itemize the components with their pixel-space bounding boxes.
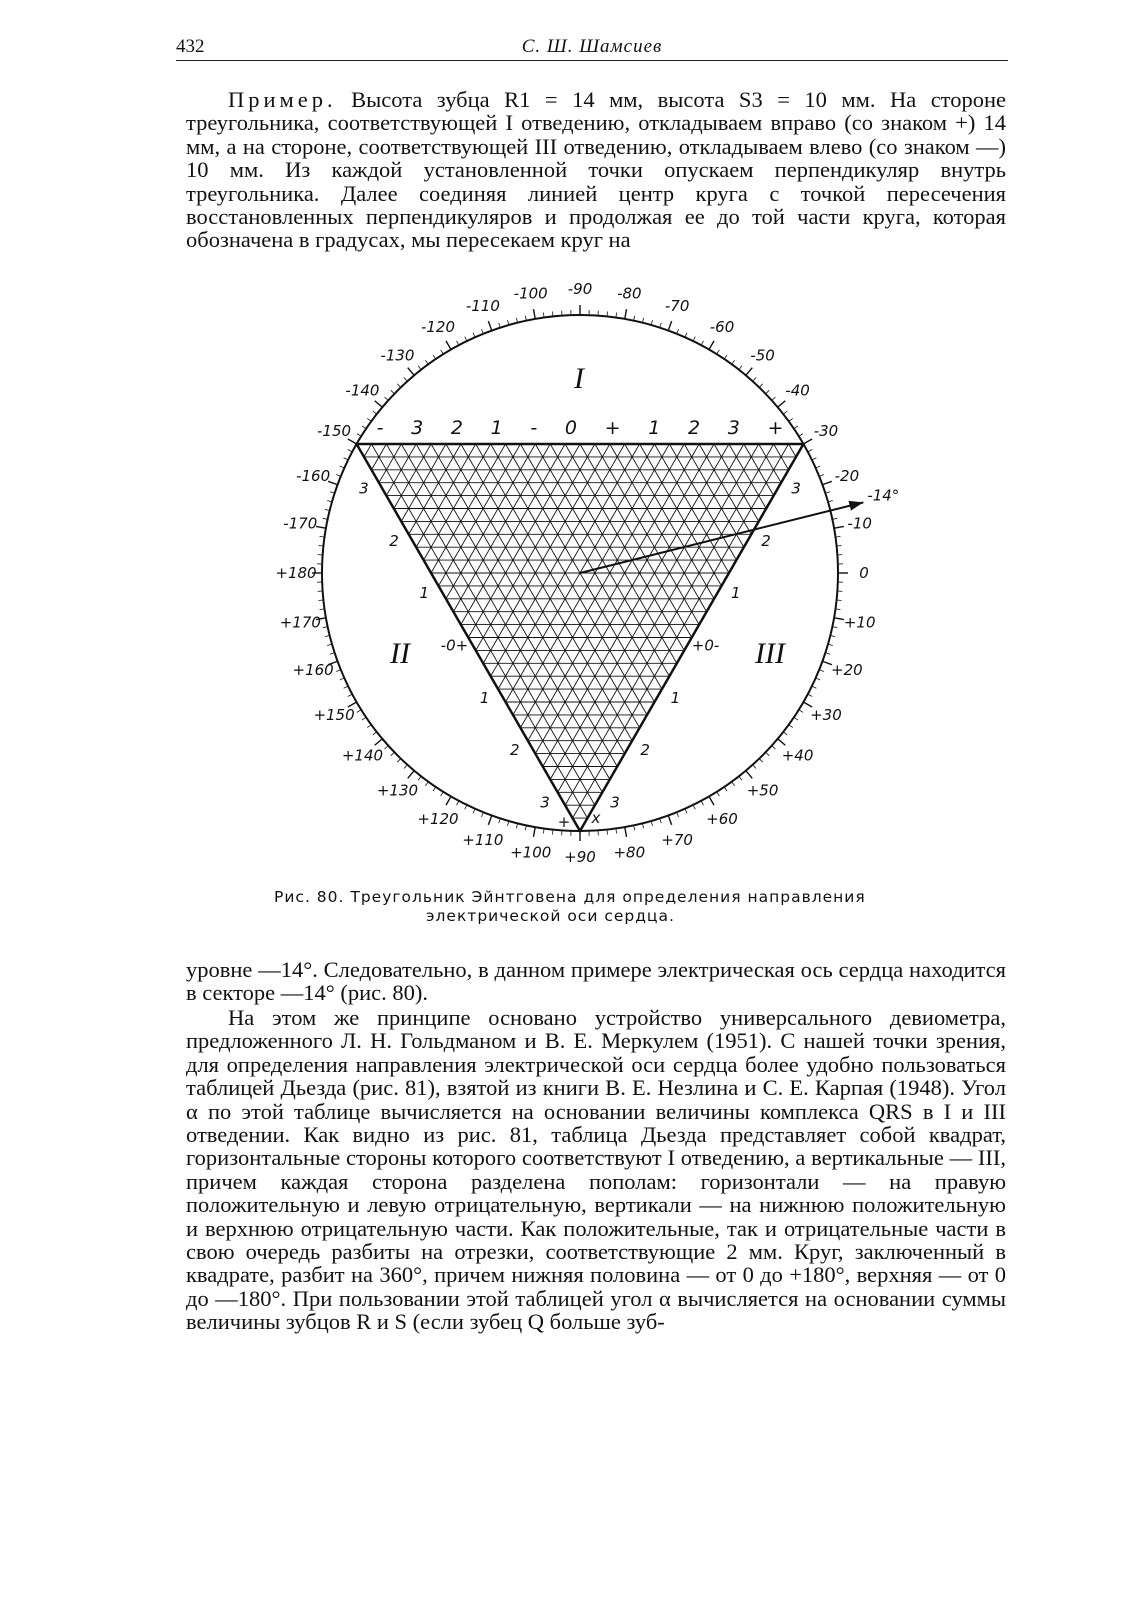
einthoven-diagram <box>270 278 900 878</box>
degree-label: +180 <box>275 564 317 582</box>
lead-III-scale-label: 3 <box>791 479 801 498</box>
lead-III-scale-label: 1 <box>670 688 681 707</box>
degree-tick <box>625 309 627 319</box>
degree-label: +120 <box>417 809 459 828</box>
degree-tick <box>822 481 831 484</box>
arrow-label: -14° <box>867 486 900 505</box>
degree-tick <box>625 827 627 837</box>
page-number: 432 <box>176 36 205 57</box>
paragraph-deviometer: На этом же принципе основано устройство универсального девиометра, предложенного Л. Н. Гольдманом и В. Е. Меркулем (1951). С нашей точки зрения, для определения направления электрической оси сердца более удобно пользоваться таблицей Дьезда (рис. 81), взятой из книги В. Е. Незлина и С. Е. Карпая (1948). Угол α по этой таблице вычисляется на основании величины комплекса QRS в I и III отведении. Как видно из рис. 81, таблица Дьезда представляет собой квадрат, горизонтальные стороны которого соответствуют I отведению, а вертикальные — III, причем каждая сторона разделена пополам: горизонтали — на правую положительную и левую отрицательную, вертикали — на нижнюю положительную и верхнюю отрицательную части. Как положительные, так и отрицательные части в свою очередь разбиты на отрезки, соответствующие 2 мм. Круг, заключенный в квадрате, разбит на 360°, причем нижняя половина — от 0 до +180°, верхняя — от 0 до —180°. При пользовании этой таблицей угол α вычисляется на основании суммы величины зубцов R и S (если зубец Q больше зуб- <box>186 1005 1006 1335</box>
degree-tick <box>408 368 414 376</box>
degree-label: -10 <box>847 514 872 533</box>
lead-II-scale-label: 3 <box>540 793 550 812</box>
lead-II-scale-label: 3 <box>359 479 369 498</box>
apex-mark-x: x <box>591 809 601 827</box>
degree-label: -20 <box>834 466 860 485</box>
lead-II-scale-label: 1 <box>479 688 490 707</box>
lead-III-scale-label: 3 <box>610 793 620 812</box>
degree-tick <box>488 815 491 824</box>
degree-label: -50 <box>750 346 775 365</box>
degree-label: +60 <box>706 809 738 828</box>
running-head-author: С. Ш. Шамсиев <box>521 36 663 57</box>
lead-I-scale: - 3 2 1 - 0 + 1 2 3 + <box>376 417 784 439</box>
degree-label: +70 <box>661 830 693 849</box>
paragraph-conclusion: уровне —14°. Следовательно, в данном примере электрическая ось сердца находится в секторе —14° (рис. 80). <box>186 957 1006 1006</box>
degree-tick <box>488 321 491 330</box>
degree-label: +30 <box>810 706 842 724</box>
degree-label: -130 <box>380 346 415 365</box>
lead-III-scale-label: +0- <box>691 636 720 655</box>
degree-tick <box>533 827 535 837</box>
degree-tick <box>533 309 535 319</box>
arrow-head <box>849 501 864 511</box>
degree-tick <box>778 401 786 407</box>
degree-tick <box>709 341 714 350</box>
einthoven-figure <box>270 278 900 878</box>
degree-tick <box>375 401 383 407</box>
degree-label: -100 <box>513 284 548 303</box>
degree-label: +140 <box>341 746 384 765</box>
degree-tick <box>746 368 752 376</box>
caption-line-1: Рис. 80. Треугольник Эйнтговена для определения направления <box>274 888 866 906</box>
degree-label: -140 <box>345 381 380 400</box>
degree-label: -160 <box>296 466 331 485</box>
degree-label: +80 <box>613 843 646 862</box>
degree-label: +100 <box>510 843 552 862</box>
degree-tick <box>446 796 451 805</box>
degree-tick <box>446 341 451 350</box>
degree-tick <box>709 796 714 805</box>
degree-tick <box>778 739 786 745</box>
degree-label: +20 <box>831 661 863 680</box>
degree-tick <box>668 321 671 330</box>
degree-label: -30 <box>813 422 839 440</box>
lead-II-scale-label: 2 <box>389 531 399 550</box>
degree-label: -70 <box>664 297 690 316</box>
degree-label: +110 <box>462 830 504 849</box>
electrical-axis-arrow <box>580 502 863 573</box>
paragraph-example <box>186 88 1006 252</box>
degree-label: +170 <box>279 613 321 632</box>
figure-caption <box>274 888 934 926</box>
degree-tick <box>408 771 414 779</box>
lead-III-label: III <box>755 637 785 670</box>
lead-III-scale-label: 2 <box>761 531 771 550</box>
lead-II-scale-label: 2 <box>510 741 520 760</box>
degree-label: -60 <box>709 318 735 337</box>
degree-tick <box>834 618 844 620</box>
degree-label: +40 <box>781 746 814 765</box>
apex-mark-plus: + <box>557 813 571 831</box>
degree-label: -170 <box>283 514 318 533</box>
running-header <box>176 36 1008 61</box>
lead-II-label: II <box>390 637 410 670</box>
lead-III-scale-label: 1 <box>730 584 741 603</box>
degree-label: +90 <box>564 848 596 866</box>
degree-label: -120 <box>420 318 456 337</box>
lead-II-scale-label: 1 <box>419 584 430 603</box>
degree-label: 0 <box>859 564 869 582</box>
degree-label: +150 <box>313 706 355 724</box>
degree-tick <box>746 771 752 779</box>
lead-III-scale-label: 2 <box>640 741 650 760</box>
degree-label: -90 <box>567 280 593 298</box>
degree-tick <box>375 739 383 745</box>
example-lead: Пример. <box>228 87 337 112</box>
degree-tick <box>316 526 326 528</box>
degree-label: -40 <box>785 381 810 400</box>
degree-label: +130 <box>376 781 419 800</box>
degree-tick <box>834 526 844 528</box>
lead-II-scale-label: -0+ <box>440 636 469 655</box>
example-text: Высота зубца R1 = 14 мм, высота S3 = 10 мм. На стороне треугольника, соответствующей I отведению, откладываем вправо (со знаком +) 14 мм, а на стороне, соответствующей III отведению, откладываем влево (со знаком —) 10 мм. Из каждой установленной точки опускаем перпендикуляр внутрь треугольника. Далее соединяя линией центр круга с точкой пересечения восстановленных перпендикуляров и продолжая ее до той части круга, которая обозначена в градусах, мы пересекаем круг на <box>186 87 1006 253</box>
degree-label: +160 <box>292 661 334 680</box>
degree-label: -150 <box>317 422 352 440</box>
degree-label: -110 <box>465 297 500 316</box>
caption-line-2: электрической оси сердца. <box>426 907 675 925</box>
degree-label: +10 <box>843 613 876 632</box>
degree-tick <box>668 815 671 824</box>
degree-label: -80 <box>617 284 642 303</box>
degree-label: +50 <box>746 781 779 800</box>
lead-I-label: I <box>574 362 584 395</box>
